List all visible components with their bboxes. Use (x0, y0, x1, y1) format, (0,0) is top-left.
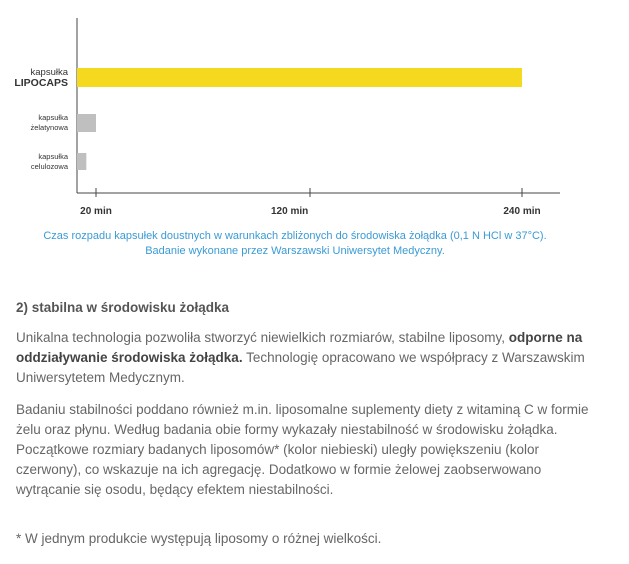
caption-line-2: Badanie wykonane przez Warszawski Uniwersytet Medyczny. (145, 245, 445, 257)
p1-text-b: Technologię opracowano we współpracy z Warszawskim Uniwersytetem Medycznym. (16, 350, 585, 385)
bar-1 (77, 114, 96, 132)
caption-line-1: Czas rozpadu kapsułek doustnych w warunkach zbliżonych do środowiska żołądka (0,1 N HCl w 37°C). (43, 230, 547, 242)
chart-caption (0, 229, 590, 259)
tick-label-1: 120 min (271, 206, 309, 217)
tick-label-2: 240 min (503, 206, 541, 217)
bar-2 (77, 153, 86, 170)
p1-bold: odporne na oddziaływanie środowiska żołądka. (16, 330, 583, 365)
category-label-1: kapsułka żelatynowa (30, 113, 68, 132)
category-label-0: kapsułka LIPOCAPS (14, 67, 68, 89)
paragraph-technology (16, 328, 606, 388)
footnote: * W jednym produkcie występują liposomy o różnej wielkości. (16, 531, 382, 546)
bar-0 (77, 68, 522, 87)
disintegration-chart (0, 0, 629, 225)
category-label-2: kapsułka celulozowa (30, 152, 68, 171)
paragraph-stability-study: Badaniu stabilności poddano również m.in. liposomalne suplementy diety z witaminą C w formie żelu oraz płynu. Według badania obie formy wykazały niestabilność w środowisku żołądka. Początkowe rozmiary badanych liposomów* (kolor niebieski) uległy powiększeniu (kolor czerwony), co wskazuje na ich agregację. Dodatkowo w formie żelowej zaobserwowano wytrącanie się osodu, będący efektem niestabilności. (16, 402, 589, 497)
tick-label-0: 20 min (80, 206, 112, 217)
p1-text-a: Unikalna technologia pozwoliła stworzyć niewielkich rozmiarów, stabilne liposomy, (16, 330, 509, 345)
section-heading: 2) stabilna w środowisku żołądka (16, 300, 230, 315)
